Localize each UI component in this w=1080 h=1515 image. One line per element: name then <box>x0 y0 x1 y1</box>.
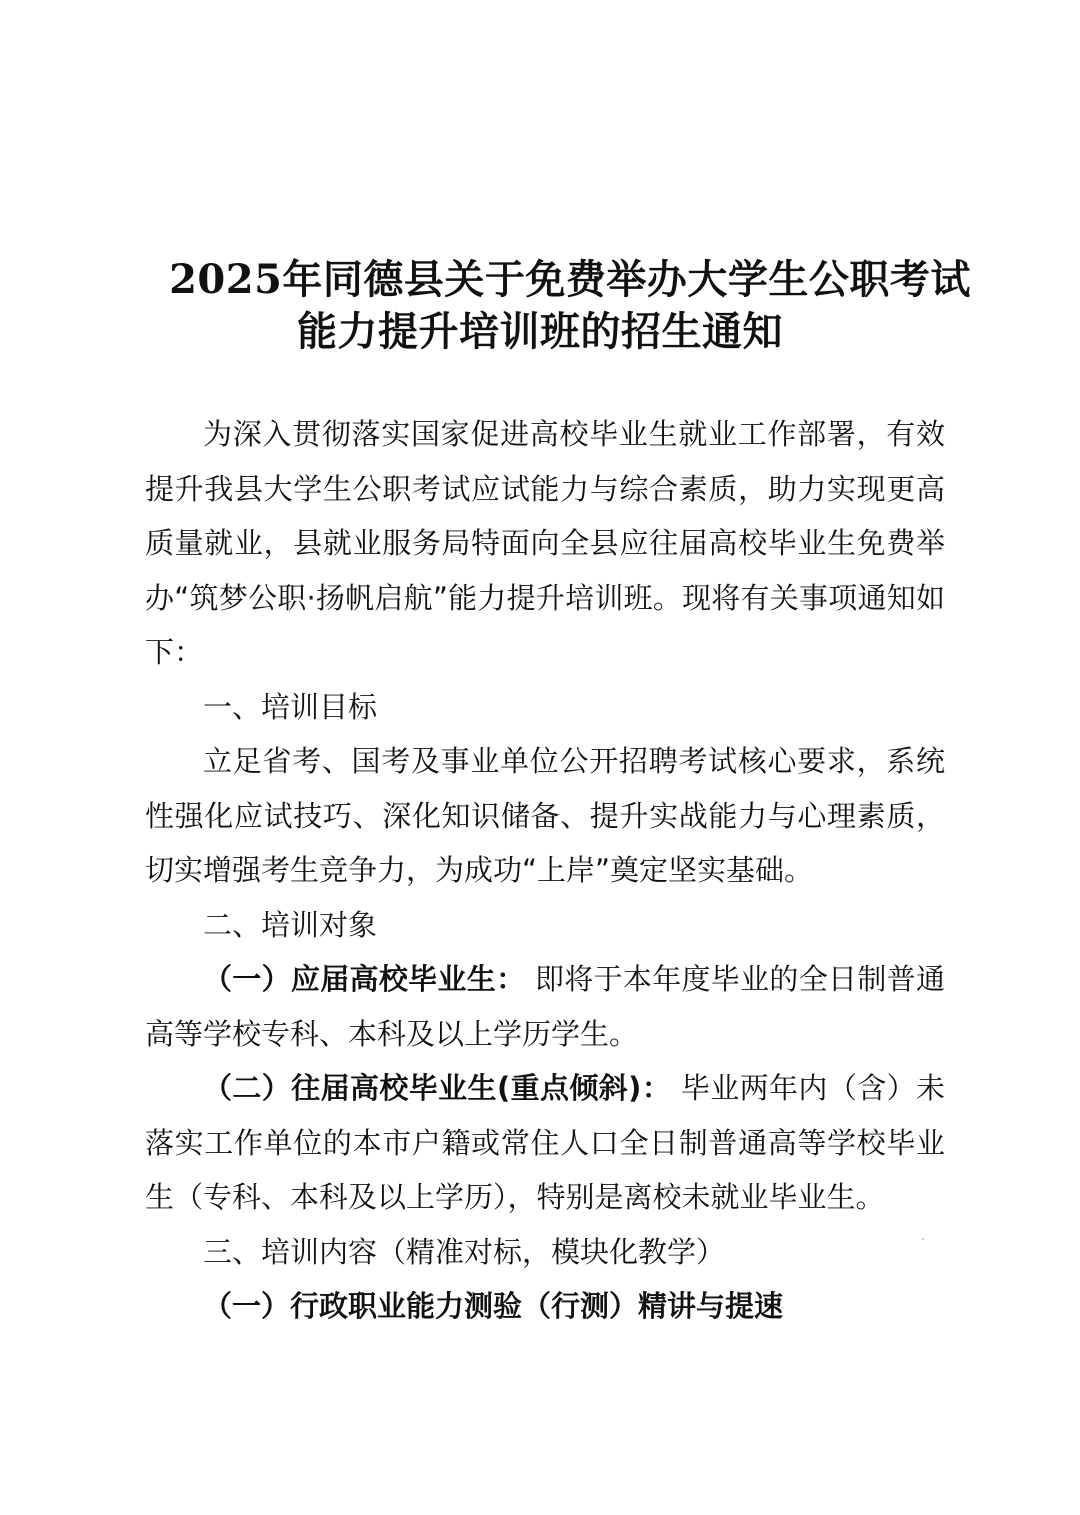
document-body <box>145 407 945 1334</box>
target-item-former-graduates <box>145 1061 945 1225</box>
scan-speck <box>922 1238 924 1240</box>
section-heading-targets: 二、培训对象 <box>203 907 378 942</box>
target-item-former-graduates-text: 毕业两年内（含）未落实工作单位的本市户籍或常住人口全日制普通高等学校毕业生（专科、本科及以上学历），特别是离校未就业毕业生。 <box>145 1071 946 1214</box>
goals-paragraph: 立足省考、国考及事业单位公开招聘考试核心要求，系统性强化应试技巧、深化知识储备、提升实战能力与心理素质，切实增强考生竞争力，为成功“上岸”奠定坚实基础。 <box>145 744 945 887</box>
section-heading-content: 三、培训内容（精准对标，模块化教学） <box>203 1234 726 1269</box>
subsection-heading-xingce: （一）行政职业能力测验（行测）精讲与提速 <box>203 1289 784 1323</box>
intro-paragraph: 为深入贯彻落实国家促进高校毕业生就业工作部署，有效提升我县大学生公职考试应试能力与综合素质，助力实现更高质量就业，县就业服务局特面向全县应往届高校毕业生免费举办“筑梦公职·扬帆启航”能力提升培训班。现将有关事项通知如下： <box>145 417 945 669</box>
document-title-line-2: 能力提升培训班的招生通知 <box>297 308 783 355</box>
target-item-former-graduates-lead: （二）往届高校毕业生(重点倾斜)： <box>203 1071 672 1105</box>
target-item-graduates-text: 即将于本年度毕业的全日制普通高等学校专科、本科及以上学历学生。 <box>145 962 945 1051</box>
document-title-line-1: 2025年同德县关于免费举办大学生公职考试 <box>169 256 971 303</box>
target-item-graduates-lead: （一）应届高校毕业生： <box>203 962 526 996</box>
section-heading-goals: 一、培训目标 <box>203 689 378 724</box>
target-item-graduates <box>145 952 945 1061</box>
